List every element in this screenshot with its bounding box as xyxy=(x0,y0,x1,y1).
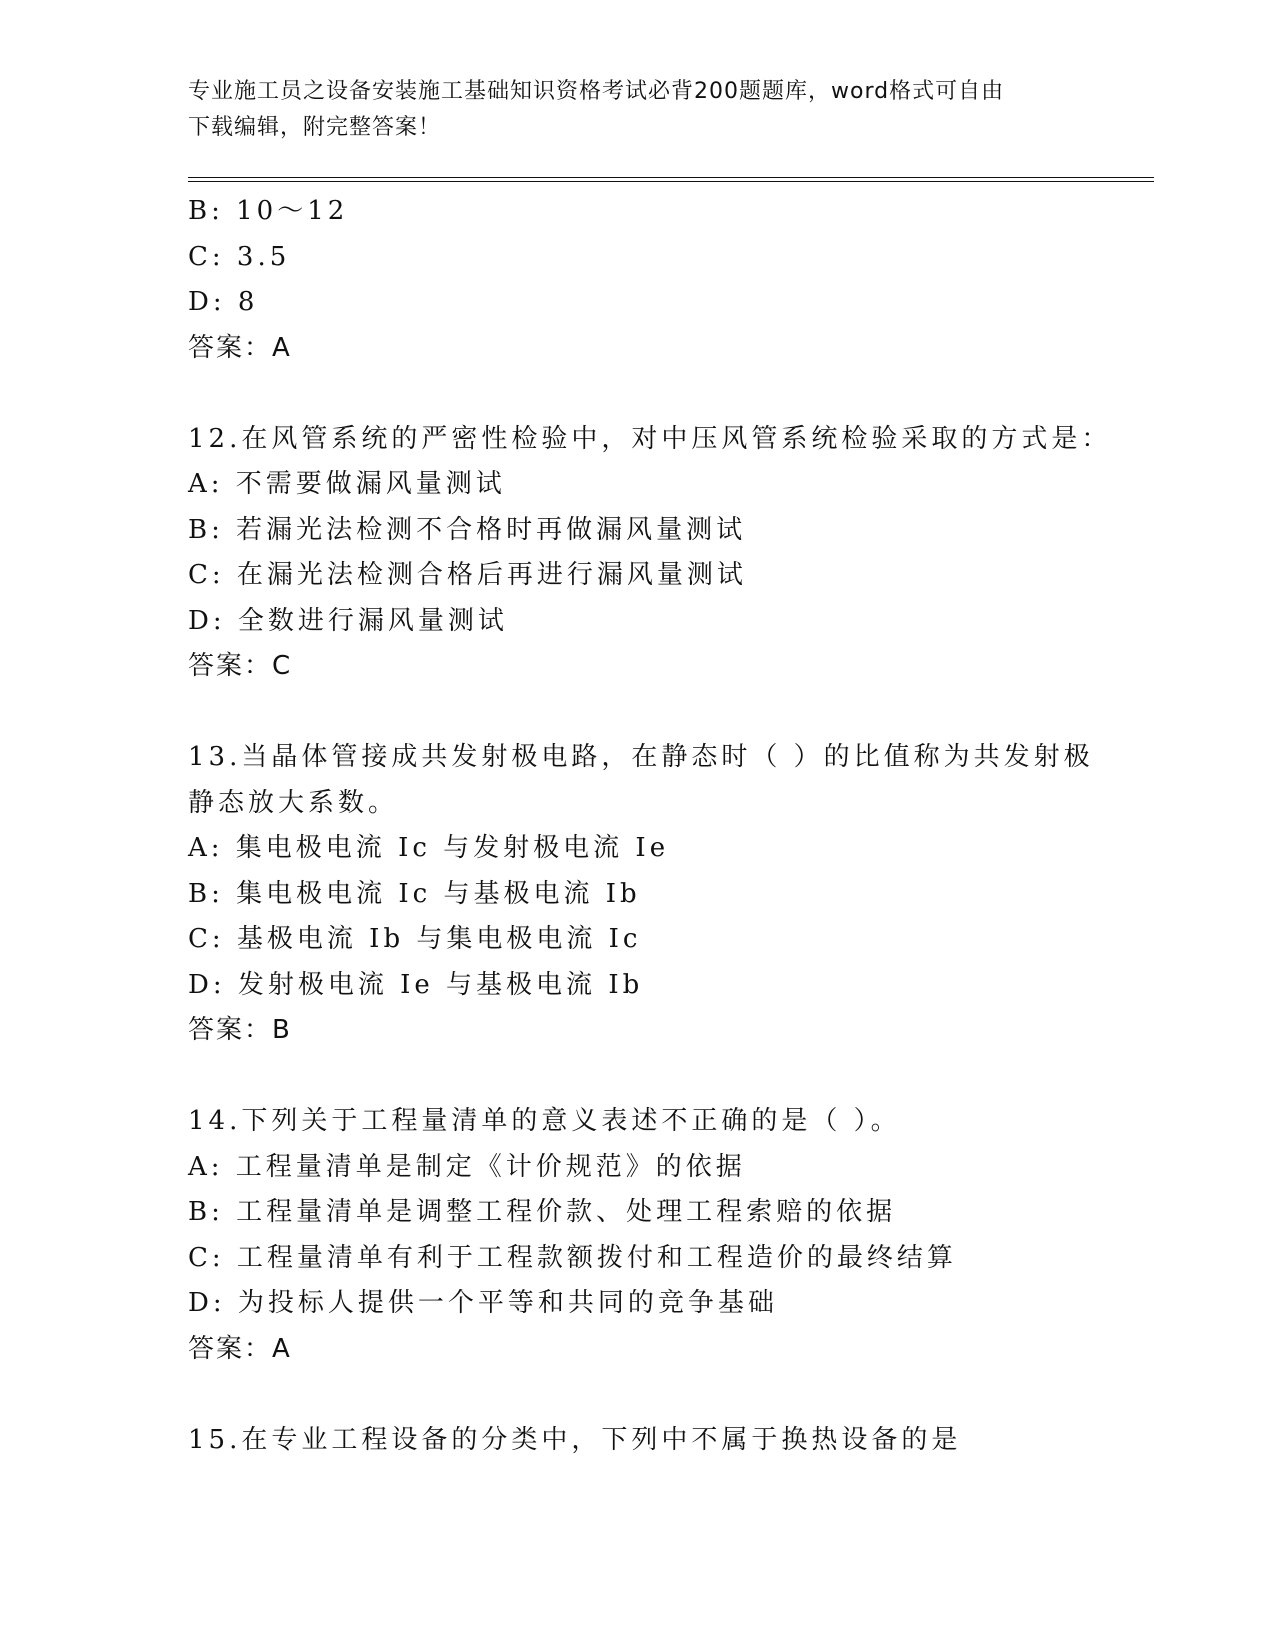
option-c: C: 工程量清单有利于工程款额拨付和工程造价的最终结算 xyxy=(188,1242,957,1273)
header-line-2: 下载编辑，附完整答案！ xyxy=(188,115,442,140)
question-stem: 15.在专业工程设备的分类中，下列中不属于换热设备的是 xyxy=(188,1424,962,1455)
option-d: D: 8 xyxy=(188,287,259,317)
option-c: C: 在漏光法检测合格后再进行漏风量测试 xyxy=(188,560,747,590)
header-divider-bottom xyxy=(188,181,1154,182)
option-a: A: 集电极电流 Ic 与发射极电流 Ie xyxy=(188,833,670,863)
question-14 xyxy=(188,1099,1068,1372)
option-a: A: 工程量清单是制定《计价规范》的依据 xyxy=(188,1151,746,1182)
option-a: A: 不需要做漏风量测试 xyxy=(188,469,506,499)
spacer xyxy=(188,690,1068,736)
option-d: D: 为投标人提供一个平等和共同的竞争基础 xyxy=(188,1288,778,1318)
question-12 xyxy=(188,417,1112,690)
question-stem: 13.当晶体管接成共发射极电路，在静态时（ ）的比值称为共发射极 xyxy=(188,742,1094,772)
spacer xyxy=(188,1054,1068,1100)
question-stem: 14.下列关于工程量清单的意义表述不正确的是（ ）。 xyxy=(188,1106,901,1136)
option-c: C: 3.5 xyxy=(188,241,291,272)
question-13 xyxy=(188,735,1094,1054)
option-b: B: 集电极电流 Ic 与基极电流 Ib xyxy=(188,878,641,909)
question-list xyxy=(188,189,1112,1463)
option-d: D: 全数进行漏风量测试 xyxy=(188,605,508,636)
question-stem-continued: 静态放大系数。 xyxy=(188,787,399,818)
header-line-1: 专业施工员之设备安装施工基础知识资格考试必背200题题库，word格式可自由 xyxy=(188,79,1005,104)
question-15 xyxy=(188,1418,1068,1464)
answer-line: 答案：A xyxy=(188,332,292,363)
answer-line: 答案：A xyxy=(188,1333,292,1364)
question-11-continued xyxy=(188,189,1068,371)
option-b: B: 若漏光法检测不合格时再做漏风量测试 xyxy=(188,514,747,545)
answer-line: 答案：C xyxy=(188,651,293,681)
spacer xyxy=(188,371,1068,417)
option-c: C: 基极电流 Ib 与集电极电流 Ic xyxy=(188,924,642,954)
option-b: B: 10～12 xyxy=(188,196,349,226)
spacer xyxy=(188,1372,1068,1418)
document-header xyxy=(188,74,1088,146)
answer-line: 答案：B xyxy=(188,1015,292,1045)
question-stem: 12.在风管系统的严密性检验中，对中压风管系统检验采取的方式是： xyxy=(188,423,1112,454)
header-divider-top xyxy=(188,177,1154,178)
option-d: D: 发射极电流 Ie 与基极电流 Ib xyxy=(188,969,644,1000)
option-b: B: 工程量清单是调整工程价款、处理工程索赔的依据 xyxy=(188,1197,897,1227)
